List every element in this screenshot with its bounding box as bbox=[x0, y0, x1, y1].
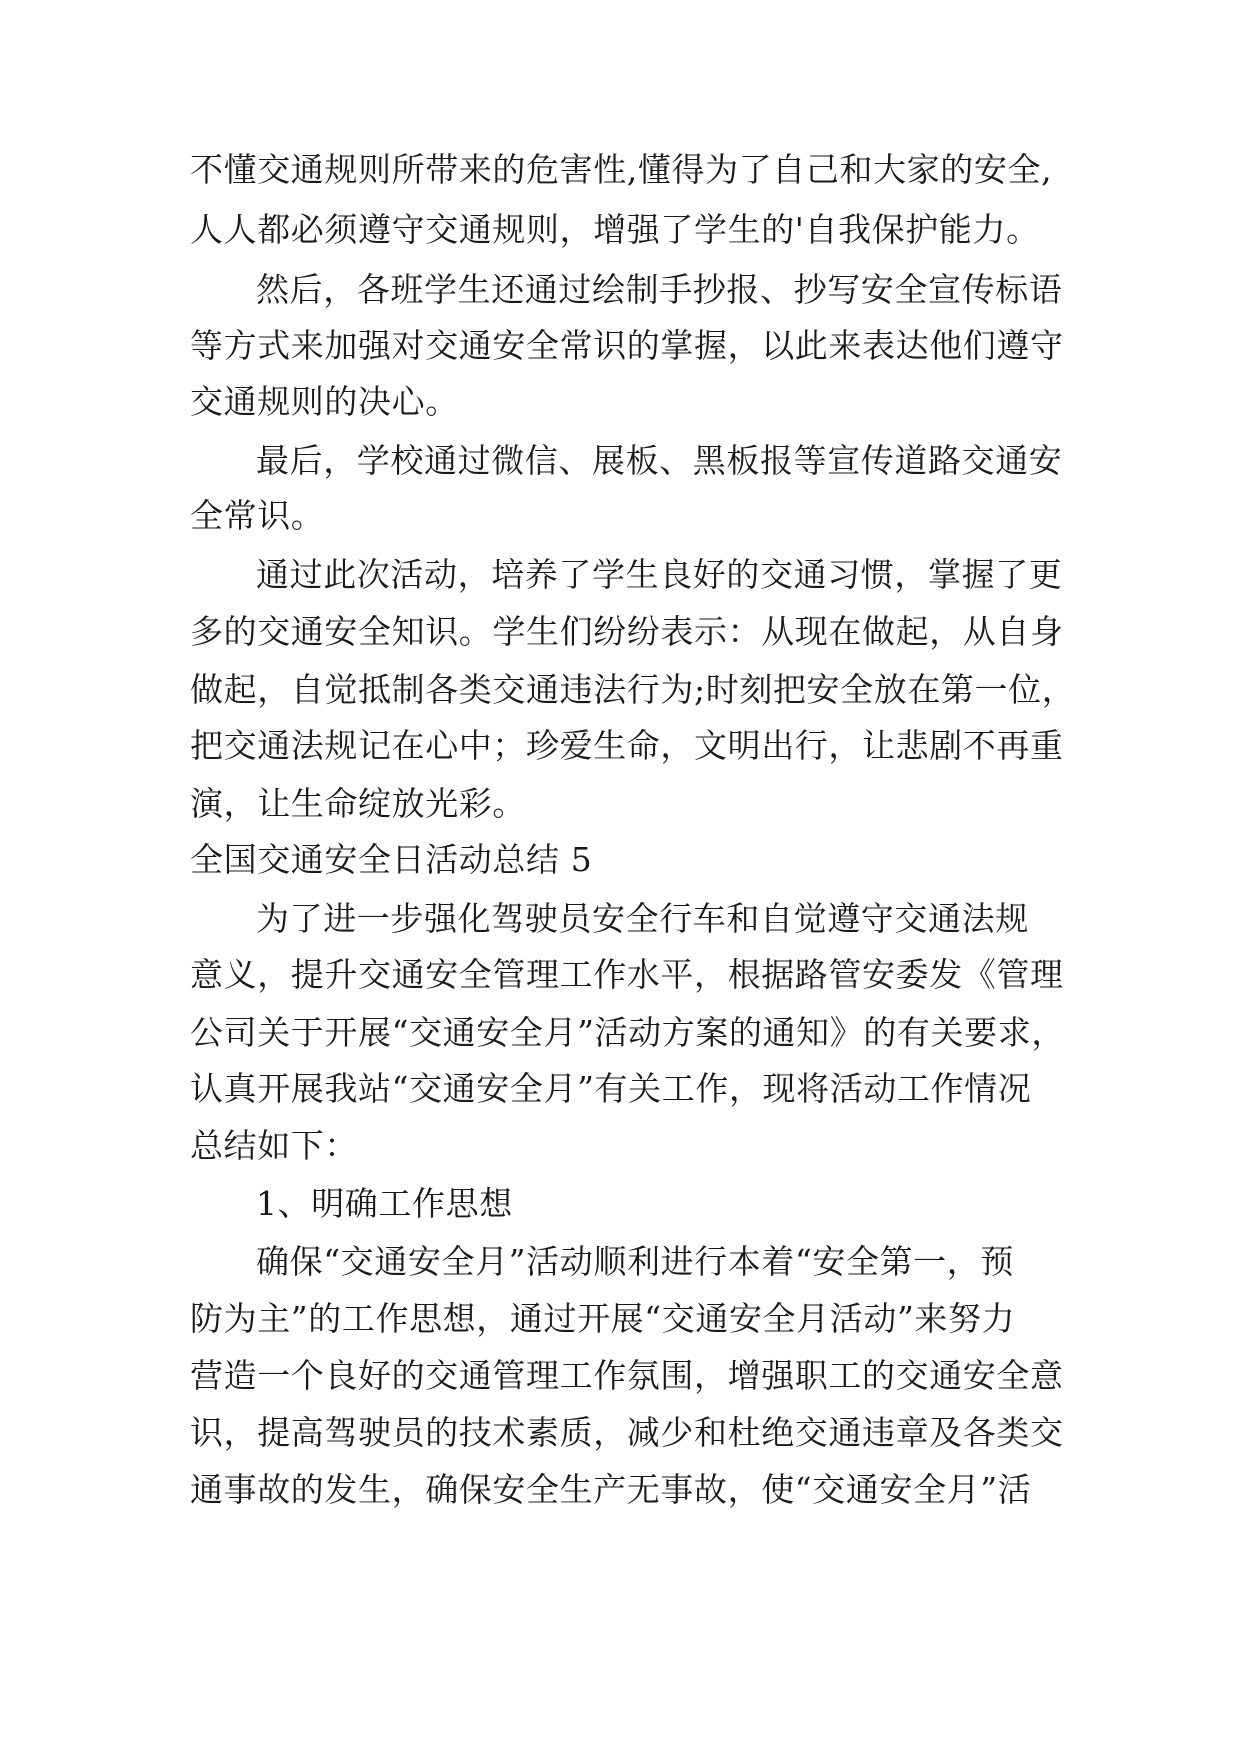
text-line: 等方式来加强对交通安全常识的掌握，以此来表达他们遵守 bbox=[190, 326, 1064, 365]
text-line: 人人都必须遵守交通规则，增强了学生的'自我保护能力。 bbox=[190, 210, 1040, 249]
text-line: 识，提高驾驶员的技术素质，减少和杜绝交通违章及各类交 bbox=[190, 1413, 1064, 1452]
section-heading: 全国交通安全日活动总结 5 bbox=[190, 840, 593, 879]
paragraph-start: 最后，学校通过微信、展板、黑板报等宣传道路交通安 bbox=[256, 441, 1063, 480]
text-line: 意义，提升交通安全管理工作水平，根据路管安委发《管理 bbox=[190, 955, 1064, 994]
text-line: 营造一个良好的交通管理工作氛围，增强职工的交通安全意 bbox=[190, 1356, 1064, 1395]
text-line: 演，让生命绽放光彩。 bbox=[190, 784, 526, 823]
text-line: 通事故的发生，确保安全生产无事故，使“交通安全月”活 bbox=[190, 1470, 1032, 1509]
paragraph-start: 确保“交通安全月”活动顺利进行本着“安全第一，预 bbox=[256, 1242, 1015, 1281]
text-line: 把交通法规记在心中；珍爱生命，文明出行，让悲剧不再重 bbox=[190, 726, 1064, 765]
paragraph-start: 为了进一步强化驾驶员安全行车和自觉遵守交通法规 bbox=[256, 899, 1029, 938]
text-line: 交通规则的决心。 bbox=[190, 382, 459, 421]
text-line: 防为主”的工作思想，通过开展“交通安全月活动”来努力 bbox=[190, 1299, 1016, 1338]
text-line: 多的交通安全知识。学生们纷纷表示：从现在做起，从自身 bbox=[190, 612, 1064, 651]
text-line: 公司关于开展“交通安全月”活动方案的通知》的有关要求， bbox=[190, 1013, 1065, 1052]
text-line: 做起，自觉抵制各类交通违法行为;时刻把安全放在第一位， bbox=[190, 670, 1076, 709]
paragraph-start: 然后，各班学生还通过绘制手抄报、抄写安全宣传标语 bbox=[256, 270, 1063, 309]
text-line: 全常识。 bbox=[190, 496, 325, 535]
text-line: 总结如下： bbox=[190, 1126, 358, 1165]
paragraph-start: 通过此次活动，培养了学生良好的交通习惯，掌握了更 bbox=[256, 555, 1063, 594]
text-line: 不懂交通规则所带来的危害性,懂得为了自己和大家的安全, bbox=[190, 150, 1053, 189]
text-line: 认真开展我站“交通安全月”有关工作，现将活动工作情况 bbox=[190, 1069, 1032, 1108]
subheading: 1、明确工作思想 bbox=[256, 1184, 513, 1223]
